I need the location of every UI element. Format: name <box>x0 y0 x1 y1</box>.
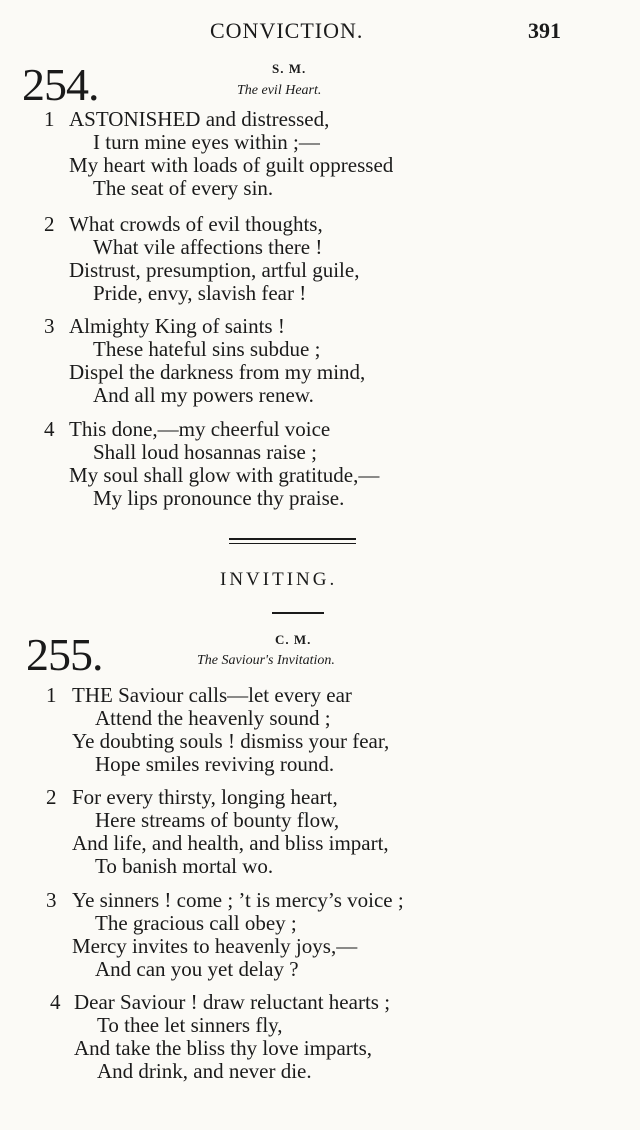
verse-line: My heart with loads of guilt oppressed <box>69 153 394 177</box>
verse-line: My lips pronounce thy praise. <box>93 486 345 510</box>
verse-line: These hateful sins subdue ; <box>93 337 321 361</box>
verse-line: Distrust, presumption, artful guile, <box>69 258 360 282</box>
hymn-meter: S. M. <box>272 61 307 76</box>
verse-line: Dear Saviour ! draw reluctant hearts ; <box>74 990 391 1014</box>
double-rule-bottom <box>229 543 356 544</box>
running-title: CONVICTION. <box>210 18 364 43</box>
verse-line: For every thirsty, longing heart, <box>72 785 338 809</box>
verse-number: 3 <box>46 888 57 912</box>
hymn-subject: The evil Heart. <box>237 83 322 98</box>
verse-line: To banish mortal wo. <box>95 854 274 878</box>
verse-line: Almighty King of saints ! <box>69 314 285 338</box>
verse-line: To thee let sinners fly, <box>97 1013 283 1037</box>
verse-line: The gracious call obey ; <box>95 911 297 935</box>
verse-line: What crowds of evil thoughts, <box>69 212 323 236</box>
hymn-subject: The Saviour's Invitation. <box>197 653 335 668</box>
verse-number: 3 <box>44 314 55 338</box>
verse-line: Attend the heavenly sound ; <box>95 706 331 730</box>
verse-line: And drink, and never die. <box>97 1059 312 1083</box>
page-number: 391 <box>528 18 561 43</box>
verse-line: And can you yet delay ? <box>95 957 299 981</box>
verse-line: Ye sinners ! come ; ’t is mercy’s voice ; <box>72 888 404 912</box>
verse-line: The seat of every sin. <box>93 176 274 200</box>
verse-line: Dispel the darkness from my mind, <box>69 360 366 384</box>
verse-line: This done,—my cheerful voice <box>69 417 331 441</box>
hymn-meter: C. M. <box>275 632 312 647</box>
section-title: INVITING. <box>220 569 338 590</box>
verse-number: 4 <box>50 990 61 1014</box>
verse-line: And life, and health, and bliss impart, <box>72 831 389 855</box>
verse-line: Mercy invites to heavenly joys,— <box>72 934 358 958</box>
verse-line: Pride, envy, slavish fear ! <box>93 281 307 305</box>
verse-line: Ye doubting souls ! dismiss your fear, <box>72 729 390 753</box>
hymn-number: 255. <box>26 629 103 680</box>
verse-number: 1 <box>46 683 57 707</box>
verse-line: Shall loud hosannas raise ; <box>93 440 317 464</box>
verse-line: Hope smiles reviving round. <box>95 752 335 776</box>
verse-line: And take the bliss thy love imparts, <box>74 1036 373 1060</box>
verse-line: Here streams of bounty flow, <box>95 808 340 832</box>
running-head <box>0 18 640 48</box>
verse-line: THE Saviour calls—let every ear <box>72 683 352 707</box>
verse-line: ASTONISHED and distressed, <box>69 107 330 131</box>
verse-number: 2 <box>46 785 57 809</box>
verse-number: 1 <box>44 107 55 131</box>
verse-number: 4 <box>44 417 55 441</box>
verse-line: And all my powers renew. <box>93 383 314 407</box>
hymn-number: 254. <box>22 59 99 110</box>
verse-line: My soul shall glow with gratitude,— <box>69 463 380 487</box>
verse-number: 2 <box>44 212 55 236</box>
verse-line: I turn mine eyes within ;— <box>93 130 320 154</box>
section-short-rule <box>272 612 324 614</box>
double-rule-top <box>229 538 356 540</box>
verse-line: What vile affections there ! <box>93 235 323 259</box>
